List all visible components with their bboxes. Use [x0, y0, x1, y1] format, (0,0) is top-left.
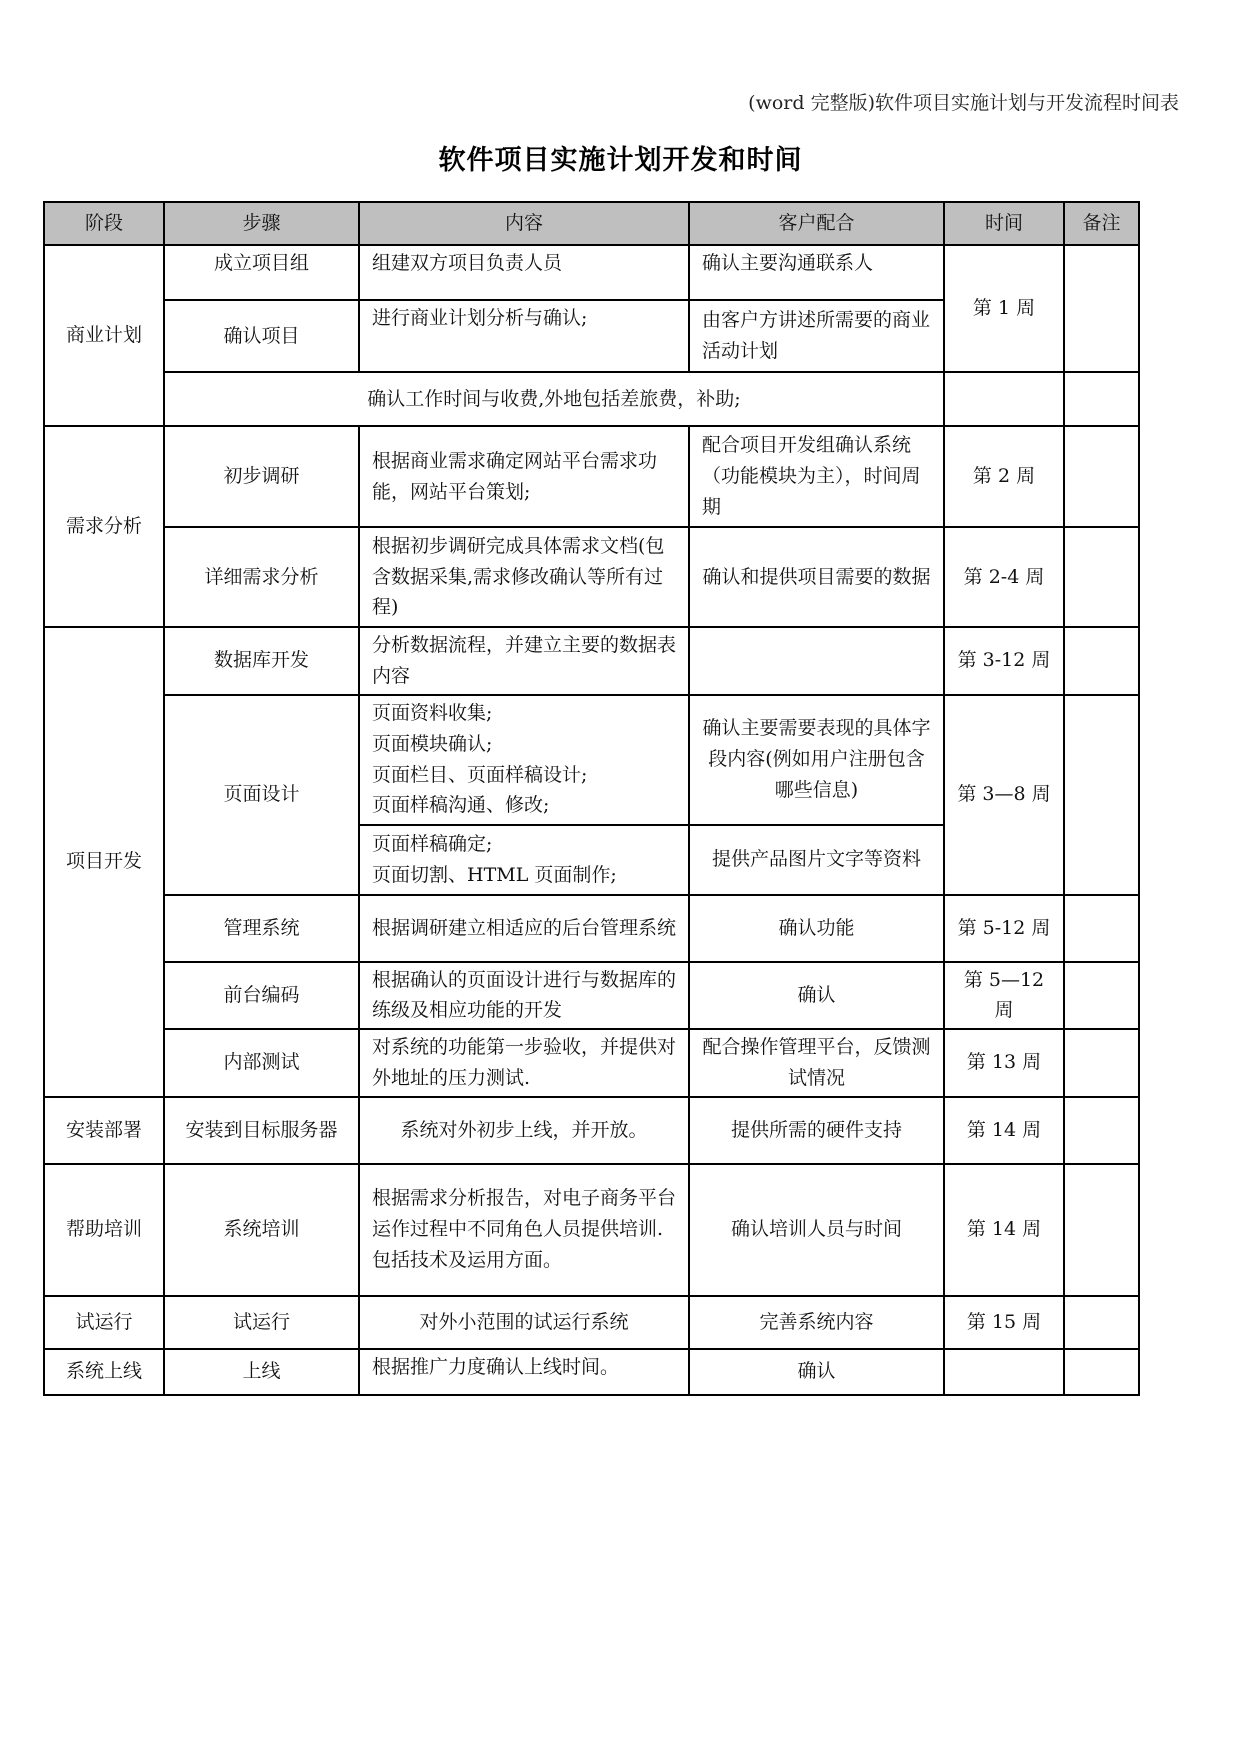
time-cell: 第 3—8 周	[944, 695, 1064, 895]
content-cell: 根据推广力度确认上线时间。	[359, 1349, 689, 1395]
time-cell: 第 3-12 周	[944, 627, 1064, 695]
note-cell	[1064, 695, 1139, 895]
table-row	[44, 245, 1139, 300]
column-header-client: 客户配合	[689, 202, 944, 245]
step-cell: 安装到目标服务器	[164, 1097, 359, 1164]
time-cell: 第 5-12 周	[944, 895, 1064, 962]
note-cell	[1064, 962, 1139, 1030]
table-row	[44, 695, 1139, 825]
note-cell	[1064, 895, 1139, 962]
content-line: 页面切割、HTML 页面制作;	[372, 863, 617, 886]
content-cell: 组建双方项目负责人员	[359, 245, 689, 300]
time-cell	[944, 372, 1064, 426]
note-cell	[1064, 1349, 1139, 1395]
note-cell	[1064, 1029, 1139, 1097]
schedule-table	[43, 201, 1140, 1396]
column-header-time: 时间	[944, 202, 1064, 245]
step-cell: 前台编码	[164, 962, 359, 1030]
content-cell	[359, 825, 689, 895]
client-cell: 确认主要需要表现的具体字段内容(例如用户注册包含哪些信息)	[689, 695, 944, 825]
note-cell	[1064, 627, 1139, 695]
client-cell: 确认功能	[689, 895, 944, 962]
table-header-row	[44, 202, 1139, 245]
merged-note-cell: 确认工作时间与收费,外地包括差旅费，补助;	[164, 372, 944, 426]
content-cell: 分析数据流程，并建立主要的数据表内容	[359, 627, 689, 695]
client-cell: 由客户方讲述所需要的商业活动计划	[689, 300, 944, 372]
column-header-phase: 阶段	[44, 202, 164, 245]
time-cell: 第 14 周	[944, 1097, 1064, 1164]
table-row	[44, 962, 1139, 1030]
phase-cell: 系统上线	[44, 1349, 164, 1395]
phase-cell: 帮助培训	[44, 1164, 164, 1296]
content-cell	[359, 695, 689, 825]
table-row	[44, 527, 1139, 627]
step-cell: 上线	[164, 1349, 359, 1395]
note-cell	[1064, 245, 1139, 372]
content-cell: 对外小范围的试运行系统	[359, 1296, 689, 1349]
time-cell	[944, 1349, 1064, 1395]
time-cell: 第 2 周	[944, 426, 1064, 527]
client-cell: 提供所需的硬件支持	[689, 1097, 944, 1164]
note-cell	[1064, 1097, 1139, 1164]
time-cell: 第 2-4 周	[944, 527, 1064, 627]
content-line: 页面样稿沟通、修改;	[372, 794, 550, 817]
client-cell: 确认和提供项目需要的数据	[689, 527, 944, 627]
time-cell: 第 14 周	[944, 1164, 1064, 1296]
client-cell: 配合项目开发组确认系统（功能模块为主），时间周期	[689, 426, 944, 527]
table-row	[44, 1349, 1139, 1395]
phase-cell: 需求分析	[44, 426, 164, 627]
table-row	[44, 627, 1139, 695]
step-cell: 确认项目	[164, 300, 359, 372]
content-cell: 系统对外初步上线，并开放。	[359, 1097, 689, 1164]
content-cell: 根据调研建立相适应的后台管理系统	[359, 895, 689, 962]
table-row	[44, 1164, 1139, 1296]
step-cell: 试运行	[164, 1296, 359, 1349]
client-cell: 确认主要沟通联系人	[689, 245, 944, 300]
content-cell: 对系统的功能第一步验收，并提供对外地址的压力测试.	[359, 1029, 689, 1097]
phase-cell: 安装部署	[44, 1097, 164, 1164]
table-row	[44, 1029, 1139, 1097]
note-cell	[1064, 426, 1139, 527]
column-header-note: 备注	[1064, 202, 1139, 245]
content-cell: 进行商业计划分析与确认;	[359, 300, 689, 372]
time-cell: 第 13 周	[944, 1029, 1064, 1097]
content-line: 页面模块确认;	[372, 732, 493, 755]
client-cell: 提供产品图片文字等资料	[689, 825, 944, 895]
note-cell	[1064, 1164, 1139, 1296]
step-cell: 成立项目组	[164, 245, 359, 300]
document-title: 软件项目实施计划开发和时间	[438, 145, 803, 176]
time-cell: 第 15 周	[944, 1296, 1064, 1349]
content-cell: 根据需求分析报告，对电子商务平台运作过程中不同角色人员提供培训.包括技术及运用方面。	[359, 1164, 689, 1296]
step-cell: 数据库开发	[164, 627, 359, 695]
step-cell: 内部测试	[164, 1029, 359, 1097]
table-row	[44, 426, 1139, 527]
step-cell: 系统培训	[164, 1164, 359, 1296]
step-cell: 页面设计	[164, 695, 359, 895]
client-cell: 确认	[689, 962, 944, 1030]
phase-cell: 项目开发	[44, 627, 164, 1097]
table-row	[44, 372, 1139, 426]
step-cell: 详细需求分析	[164, 527, 359, 627]
time-cell: 第 5—12 周	[944, 962, 1064, 1030]
content-cell: 根据初步调研完成具体需求文档(包含数据采集,需求修改确认等所有过程)	[359, 527, 689, 627]
step-cell: 初步调研	[164, 426, 359, 527]
client-cell: 确认培训人员与时间	[689, 1164, 944, 1296]
phase-cell: 试运行	[44, 1296, 164, 1349]
note-cell	[1064, 527, 1139, 627]
document-header-subtitle: (word 完整版)软件项目实施计划与开发流程时间表	[748, 92, 1179, 114]
phase-cell: 商业计划	[44, 245, 164, 426]
client-cell	[689, 627, 944, 695]
content-line: 页面资料收集;	[372, 702, 493, 724]
content-line: 页面栏目、页面样稿设计;	[372, 763, 588, 786]
note-cell	[1064, 372, 1139, 426]
step-cell: 管理系统	[164, 895, 359, 962]
column-header-content: 内容	[359, 202, 689, 245]
client-cell: 完善系统内容	[689, 1296, 944, 1349]
note-cell	[1064, 1296, 1139, 1349]
client-cell: 确认	[689, 1349, 944, 1395]
column-header-step: 步骤	[164, 202, 359, 245]
time-cell: 第 1 周	[944, 245, 1064, 372]
content-cell: 根据商业需求确定网站平台需求功能，网站平台策划;	[359, 426, 689, 527]
table-row	[44, 1296, 1139, 1349]
content-cell: 根据确认的页面设计进行与数据库的练级及相应功能的开发	[359, 962, 689, 1030]
content-line: 页面样稿确定;	[372, 832, 493, 855]
table-row	[44, 895, 1139, 962]
client-cell: 配合操作管理平台，反馈测试情况	[689, 1029, 944, 1097]
table-row	[44, 1097, 1139, 1164]
